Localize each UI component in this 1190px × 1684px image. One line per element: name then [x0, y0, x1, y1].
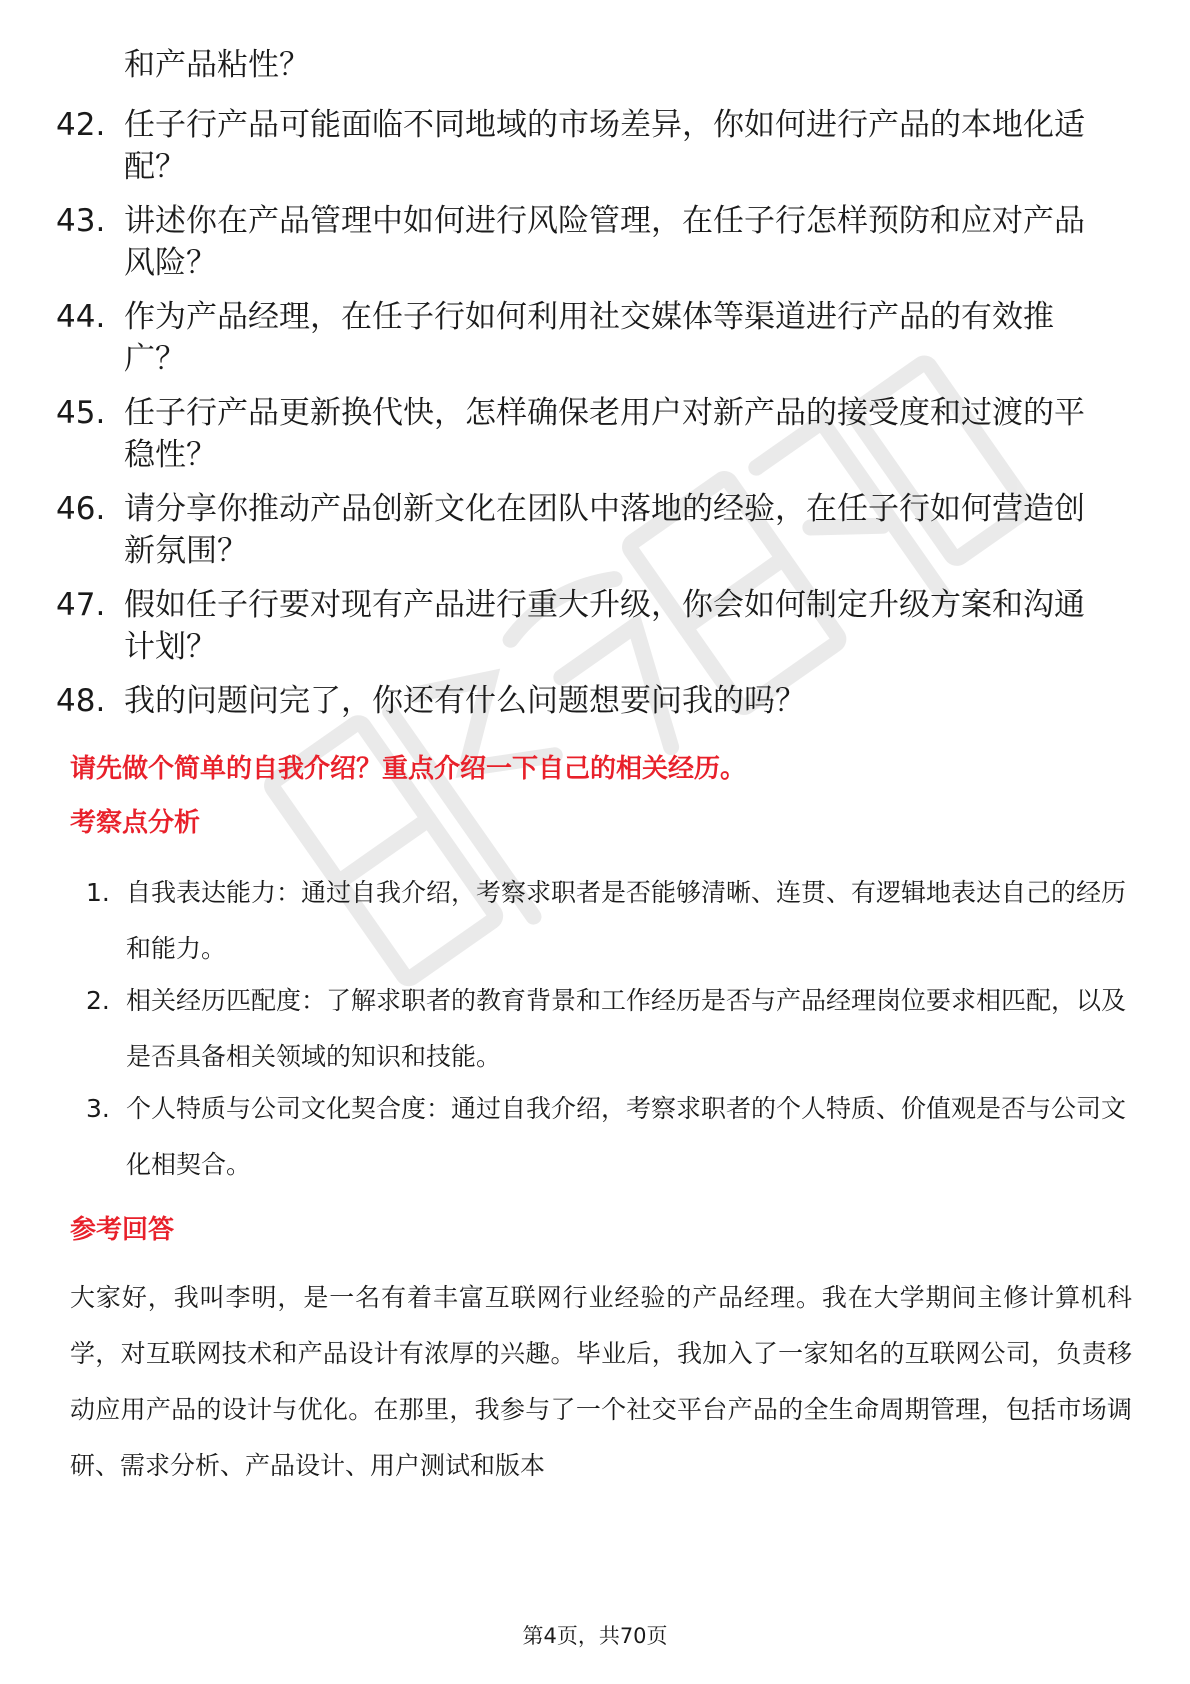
question-text: 任子行产品可能面临不同地域的市场差异，你如何进行产品的本地化适配？ [124, 107, 1085, 185]
question-number: 46. [56, 491, 106, 527]
question-number: 44. [56, 299, 106, 335]
analysis-number: 1. [86, 878, 110, 907]
analysis-number: 2. [86, 986, 110, 1015]
interview-question-title: 请先做个简单的自我介绍？重点介绍一下自己的相关经历。 [70, 754, 747, 784]
question-number: 42. [56, 107, 106, 143]
question-continued-text: 和产品粘性？ [124, 47, 310, 83]
question-number: 45. [56, 395, 106, 431]
question-text: 假如任子行要对现有产品进行重大升级，你会如何制定升级方案和沟通计划？ [124, 587, 1085, 665]
question-number: 48. [56, 683, 106, 719]
analysis-text: 自我表达能力：通过自我介绍，考察求职者是否能够清晰、连贯、有逻辑地表达自己的经历和能力。 [126, 878, 1127, 963]
question-number: 47. [56, 587, 106, 623]
question-text: 任子行产品更新换代快，怎样确保老用户对新产品的接受度和过渡的平稳性？ [124, 395, 1085, 473]
answer-paragraph: 大家好，我叫李明，是一名有着丰富互联网行业经验的产品经理。我在大学期间主修计算机科学，对互联网技术和产品设计有浓厚的兴趣。毕业后，我加入了一家知名的互联网公司，负责移动应用产品的设计与优化。在那里，我参与了一个社交平台产品的全生命周期管理，包括市场调研、需求分析、产品设计、用户测试和版本 [70, 1283, 1132, 1480]
analysis-text: 个人特质与公司文化契合度：通过自我介绍，考察求职者的个人特质、价值观是否与公司文化相契合。 [126, 1094, 1127, 1179]
page-footer: 第4页，共70页 [522, 1624, 668, 1648]
question-text: 作为产品经理，在任子行如何利用社交媒体等渠道进行产品的有效推广？ [124, 299, 1054, 377]
analysis-text: 相关经历匹配度：了解求职者的教育背景和工作经历是否与产品经理岗位要求相匹配，以及是否具备相关领域的知识和技能。 [126, 986, 1127, 1071]
question-number: 43. [56, 203, 106, 239]
answer-heading: 参考回答 [70, 1215, 175, 1245]
question-text: 我的问题问完了，你还有什么问题想要问我的吗？ [124, 683, 806, 719]
question-text: 讲述你在产品管理中如何进行风险管理，在任子行怎样预防和应对产品风险？ [124, 203, 1085, 281]
question-text: 请分享你推动产品创新文化在团队中落地的经验，在任子行如何营造创新氛围？ [124, 491, 1085, 569]
analysis-heading: 考察点分析 [70, 808, 201, 838]
analysis-number: 3. [86, 1094, 110, 1123]
